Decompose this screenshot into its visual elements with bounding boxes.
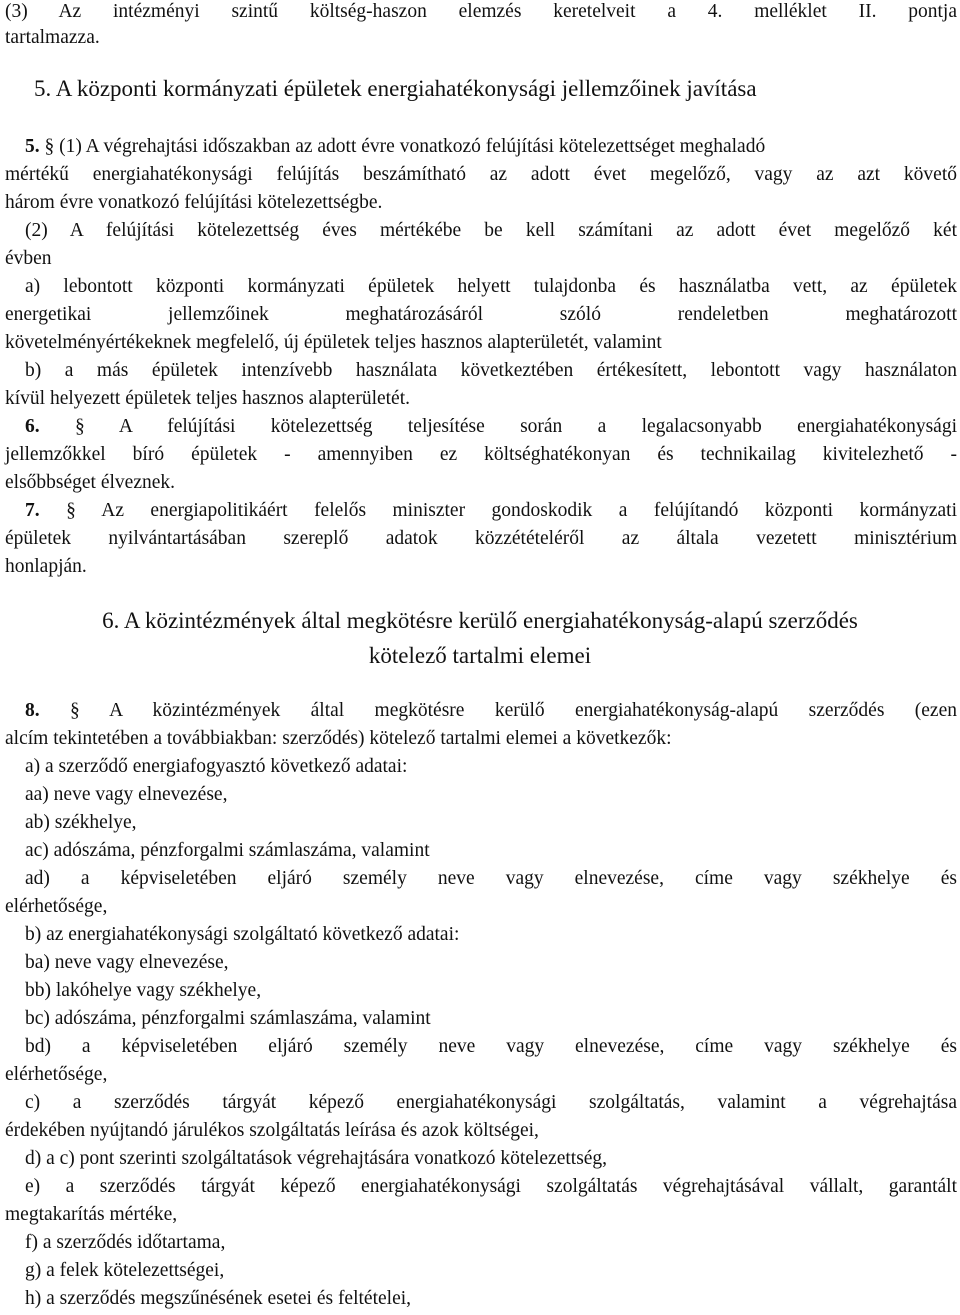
list-item: g) a felek kötelezettségei,	[25, 1260, 225, 1281]
text-line: mértékű energiahatékonysági felújítás beszámítható az adott évet megelőző, vagy az azt követő	[5, 164, 957, 185]
text-line: b) a más épületek intenzívebb használata következtében értékesített, lebontott vagy használaton	[25, 360, 957, 381]
list-item: bb) lakóhelye vagy székhelye,	[25, 980, 262, 1001]
list-item: ba) neve vagy elnevezése,	[25, 952, 229, 973]
section-number: 5.	[25, 136, 40, 157]
list-item: h) a szerződés megszűnésének esetei és feltételei,	[25, 1288, 412, 1309]
text-line: a) lebontott központi kormányzati épületek helyett tulajdonba és használatba vett, az épületek	[25, 276, 957, 297]
section-heading-6: 6. A közintézmények által megkötésre kerülő energiahatékonyság-alapú szerződés	[102, 608, 858, 633]
paragraph-7-line: 7. § Az energiapolitikáért felelős miniszter gondoskodik a felújítandó központi kormányzati	[25, 500, 957, 521]
text-line: épületek nyilvántartásában szereplő adatok közzétételéről az általa vezetett minisztérium	[5, 528, 957, 549]
section-number: 8.	[25, 700, 40, 721]
list-item: e) a szerződés tárgyát képező energiahatékonysági szolgáltatás végrehajtásával vállalt, garantált	[25, 1176, 957, 1197]
text-line: (2) A felújítási kötelezettség éves mértékébe be kell számítani az adott évet megelőző két	[25, 220, 957, 241]
list-item: d) a c) pont szerinti szolgáltatások végrehajtására vonatkozó kötelezettség,	[25, 1148, 608, 1169]
section-heading-6-cont: kötelező tartalmi elemei	[368, 643, 592, 668]
list-item: bc) adószáma, pénzforgalmi számlaszáma, valamint	[25, 1008, 431, 1029]
section-symbol: §	[44, 136, 55, 157]
text-line: (3) Az intézményi szintű költség-haszon elemzés keretelveit a 4. melléklet II. pontja	[5, 1, 957, 22]
list-item: bd) a képviseletében eljáró személy neve vagy elnevezése, címe vagy székhelye és	[25, 1036, 957, 1057]
list-item: b) az energiahatékonysági szolgáltató következő adatai:	[25, 924, 460, 945]
text-line: követelményértékeknek megfelelő, új épületek teljes hasznos alapterületét, valamint	[5, 332, 662, 353]
text-line: érdekében nyújtandó járulékos szolgáltatás leírása és azok költségei,	[5, 1120, 539, 1141]
list-item: ac) adószáma, pénzforgalmi számlaszáma, valamint	[25, 840, 430, 861]
section-number: 7.	[25, 500, 40, 521]
text-line: elsőbbséget élveznek.	[5, 472, 176, 493]
text-line: tartalmazza.	[5, 27, 100, 48]
paragraph-8-line: 8. § A közintézmények által megkötésre kerülő energiahatékonyság-alapú szerződés (ezen	[25, 700, 957, 721]
list-item: ad) a képviseletében eljáró személy neve vagy elnevezése, címe vagy székhelye és	[25, 868, 957, 889]
list-item: c) a szerződés tárgyát képező energiahatékonysági szolgáltatás, valamint a végrehajtása	[25, 1092, 957, 1113]
text-line: elérhetősége,	[5, 896, 108, 917]
paragraph-6-line: 6. § A felújítási kötelezettség teljesítése során a legalacsonyabb energiahatékonysági	[25, 416, 957, 437]
text-line: honlapján.	[5, 556, 87, 577]
list-item: a) a szerződő energiafogyasztó következő adatai:	[25, 756, 408, 777]
text-line: energetikai jellemzőinek meghatározásáról szóló rendeletben meghatározott	[5, 304, 957, 325]
text-line: három évre vonatkozó felújítási kötelezettségbe.	[5, 192, 383, 213]
text-line: alcím tekintetében a továbbiakban: szerződés) kötelező tartalmi elemei a következők:	[5, 728, 672, 749]
text-line: évben	[5, 248, 52, 269]
text-line: megtakarítás mértéke,	[5, 1204, 178, 1225]
text-line: kívül helyezett épületek teljes hasznos alapterületét.	[5, 388, 411, 409]
text-line: jellemzőkkel bíró épületek - amennyiben ez költséghatékonyan és technikailag kivitelezhető -	[5, 444, 957, 465]
paragraph-5-1-line: 5. § (1) A végrehajtási időszakban az adott évre vonatkozó felújítási kötelezettséget meghaladó	[25, 136, 766, 157]
list-item: f) a szerződés időtartama,	[25, 1232, 226, 1253]
section-number: 6.	[25, 416, 40, 437]
list-item: aa) neve vagy elnevezése,	[25, 784, 228, 805]
list-item: ab) székhelye,	[25, 812, 137, 833]
section-heading-5: 5. A központi kormányzati épületek energiahatékonysági jellemzőinek javítása	[34, 76, 757, 101]
text-line: elérhetősége,	[5, 1064, 108, 1085]
